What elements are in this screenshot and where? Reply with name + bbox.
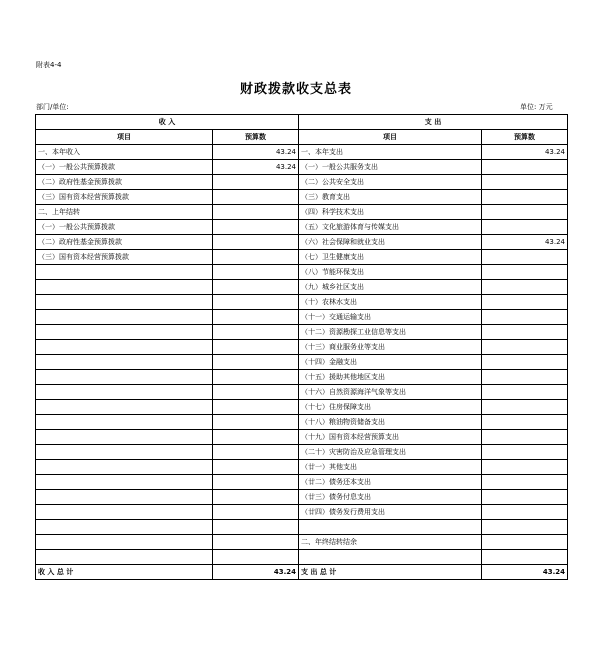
income-total-value: 43.24 [213, 565, 299, 580]
expense-item-cell: （廿一）其他支出 [299, 460, 482, 475]
expense-item-cell: （十六）自然资源海洋气象等支出 [299, 385, 482, 400]
expense-value-cell: 43.24 [482, 235, 568, 250]
expense-item-cell: （十四）金融支出 [299, 355, 482, 370]
table-row [36, 505, 568, 520]
expense-item-cell: 二、年终结转结余 [299, 535, 482, 550]
table-row [36, 370, 568, 385]
income-value-cell [213, 310, 299, 325]
table-row [36, 205, 568, 220]
expense-header: 支 出 [299, 115, 568, 130]
table-row [36, 250, 568, 265]
expense-item-cell: （十一）交通运输支出 [299, 310, 482, 325]
table-row [36, 295, 568, 310]
income-item-cell: （一）一般公共预算拨款 [36, 160, 213, 175]
income-value-cell [213, 175, 299, 190]
expense-value-cell [482, 505, 568, 520]
table-row [36, 535, 568, 550]
income-item-cell [36, 430, 213, 445]
column-header-row [36, 130, 568, 145]
income-item-cell [36, 505, 213, 520]
expense-item-cell: （二）公共安全支出 [299, 175, 482, 190]
expense-item-cell: （廿四）债务发行费用支出 [299, 505, 482, 520]
expense-value-cell [482, 430, 568, 445]
expense-value-cell [482, 400, 568, 415]
expense-value-cell [482, 205, 568, 220]
income-item-cell [36, 325, 213, 340]
table-row [36, 475, 568, 490]
table-row [36, 220, 568, 235]
table-row [36, 445, 568, 460]
income-item-cell [36, 370, 213, 385]
expense-value-cell [482, 355, 568, 370]
income-item-cell [36, 280, 213, 295]
income-item-cell [36, 415, 213, 430]
expense-item-cell: （十）农林水支出 [299, 295, 482, 310]
expense-item-cell: （十五）援助其他地区支出 [299, 370, 482, 385]
income-value-cell [213, 280, 299, 295]
expense-budget-header: 预算数 [482, 130, 568, 145]
income-item-cell [36, 295, 213, 310]
expense-item-cell: （九）城乡社区支出 [299, 280, 482, 295]
income-item-cell [36, 355, 213, 370]
income-value-cell [213, 475, 299, 490]
income-value-cell [213, 430, 299, 445]
income-item-cell [36, 340, 213, 355]
table-row [36, 460, 568, 475]
expense-item-cell [299, 550, 482, 565]
expense-item-cell: （十九）国有资本经营预算支出 [299, 430, 482, 445]
budget-table [35, 114, 568, 580]
table-row [36, 280, 568, 295]
income-value-cell [213, 220, 299, 235]
annex-label: 附表4-4 [36, 61, 62, 69]
income-item-header: 项目 [36, 130, 213, 145]
income-value-cell [213, 520, 299, 535]
table-row [36, 190, 568, 205]
expense-item-cell [299, 520, 482, 535]
expense-value-cell [482, 190, 568, 205]
expense-item-cell: （七）卫生健康支出 [299, 250, 482, 265]
income-value-cell [213, 355, 299, 370]
income-item-cell: （三）国有资本经营预算拨款 [36, 190, 213, 205]
income-header: 收 入 [36, 115, 299, 130]
table-row [36, 550, 568, 565]
unit-label: 单位: 万元 [520, 103, 553, 111]
income-value-cell [213, 205, 299, 220]
expense-item-cell: （廿二）债务还本支出 [299, 475, 482, 490]
expense-value-cell [482, 445, 568, 460]
expense-value-cell [482, 280, 568, 295]
expense-value-cell [482, 265, 568, 280]
expense-value-cell [482, 340, 568, 355]
expense-value-cell [482, 385, 568, 400]
income-budget-header: 预算数 [213, 130, 299, 145]
expense-item-cell: （六）社会保障和就业支出 [299, 235, 482, 250]
expense-item-cell: （十二）资源勘探工业信息等支出 [299, 325, 482, 340]
expense-value-cell [482, 370, 568, 385]
income-item-cell [36, 520, 213, 535]
income-value-cell [213, 535, 299, 550]
page-title: 财政拨款收支总表 [239, 82, 352, 97]
expense-item-cell: 一、本年支出 [299, 145, 482, 160]
table-row [36, 310, 568, 325]
income-value-cell [213, 385, 299, 400]
income-value-cell [213, 325, 299, 340]
expense-value-cell [482, 160, 568, 175]
expense-value-cell [482, 550, 568, 565]
expense-value-cell [482, 310, 568, 325]
income-value-cell [213, 445, 299, 460]
income-value-cell: 43.24 [213, 160, 299, 175]
expense-value-cell: 43.24 [482, 145, 568, 160]
income-item-cell [36, 535, 213, 550]
table-row [36, 160, 568, 175]
expense-value-cell [482, 175, 568, 190]
income-value-cell [213, 250, 299, 265]
income-item-cell: （二）政府性基金预算拨款 [36, 235, 213, 250]
income-value-cell [213, 490, 299, 505]
table-row [36, 355, 568, 370]
income-value-cell: 43.24 [213, 145, 299, 160]
income-item-cell: 一、本年收入 [36, 145, 213, 160]
income-item-cell [36, 265, 213, 280]
table-row [36, 340, 568, 355]
income-item-cell [36, 460, 213, 475]
income-item-cell: （三）国有资本经营预算拨款 [36, 250, 213, 265]
income-value-cell [213, 460, 299, 475]
income-value-cell [213, 295, 299, 310]
income-item-cell [36, 550, 213, 565]
table-row [36, 265, 568, 280]
income-value-cell [213, 370, 299, 385]
income-value-cell [213, 505, 299, 520]
expense-value-cell [482, 250, 568, 265]
table-row [36, 490, 568, 505]
section-header-row [36, 115, 568, 130]
table-row [36, 430, 568, 445]
expense-value-cell [482, 475, 568, 490]
income-value-cell [213, 265, 299, 280]
income-item-cell [36, 310, 213, 325]
income-value-cell [213, 415, 299, 430]
income-value-cell [213, 400, 299, 415]
total-row [36, 565, 568, 580]
income-item-cell [36, 445, 213, 460]
expense-item-cell: （十三）商业服务业等支出 [299, 340, 482, 355]
expense-value-cell [482, 490, 568, 505]
income-value-cell [213, 235, 299, 250]
income-item-cell [36, 475, 213, 490]
income-item-cell [36, 490, 213, 505]
income-item-cell [36, 385, 213, 400]
expense-item-cell: （八）节能环保支出 [299, 265, 482, 280]
expense-item-cell: （十八）粮油物资储备支出 [299, 415, 482, 430]
dept-label: 部门/单位: [36, 103, 69, 111]
expense-value-cell [482, 520, 568, 535]
income-item-cell: （二）政府性基金预算拨款 [36, 175, 213, 190]
expense-total-value: 43.24 [482, 565, 568, 580]
expense-value-cell [482, 460, 568, 475]
income-value-cell [213, 340, 299, 355]
expense-value-cell [482, 295, 568, 310]
expense-item-cell: （五）文化旅游体育与传媒支出 [299, 220, 482, 235]
table-row [36, 325, 568, 340]
table-row [36, 385, 568, 400]
table-row [36, 145, 568, 160]
table-row [36, 400, 568, 415]
expense-item-cell: （四）科学技术支出 [299, 205, 482, 220]
income-item-cell: （一）一般公共预算拨款 [36, 220, 213, 235]
expense-value-cell [482, 415, 568, 430]
income-item-cell: 二、上年结转 [36, 205, 213, 220]
income-value-cell [213, 190, 299, 205]
income-item-cell [36, 400, 213, 415]
income-value-cell [213, 550, 299, 565]
table-row [36, 175, 568, 190]
table-row [36, 235, 568, 250]
expense-value-cell [482, 220, 568, 235]
expense-total-label: 支 出 总 计 [299, 565, 482, 580]
expense-value-cell [482, 535, 568, 550]
expense-item-cell: （二十）灾害防治及应急管理支出 [299, 445, 482, 460]
table-row [36, 520, 568, 535]
table-row [36, 415, 568, 430]
expense-value-cell [482, 325, 568, 340]
income-total-label: 收 入 总 计 [36, 565, 213, 580]
expense-item-cell: （一）一般公共服务支出 [299, 160, 482, 175]
expense-item-header: 项目 [299, 130, 482, 145]
expense-item-cell: （廿三）债务付息支出 [299, 490, 482, 505]
expense-item-cell: （十七）住房保障支出 [299, 400, 482, 415]
expense-item-cell: （三）教育支出 [299, 190, 482, 205]
